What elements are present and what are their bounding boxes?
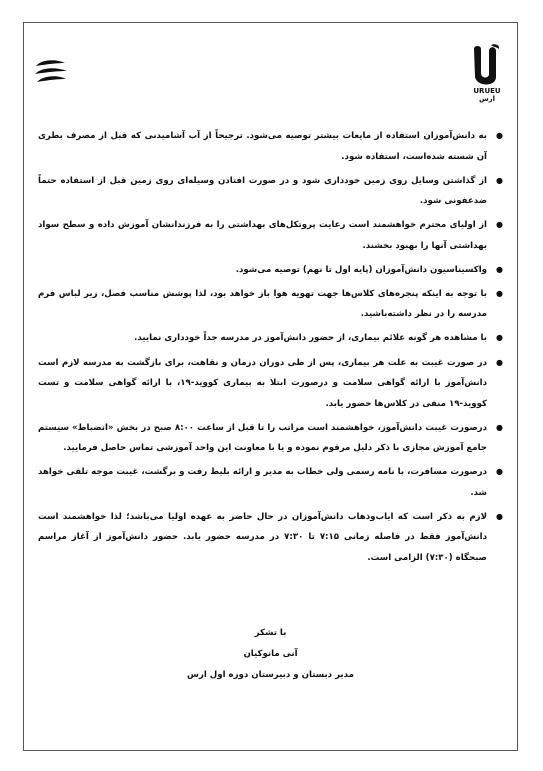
school-logo-icon xyxy=(469,43,505,103)
list-item xyxy=(38,284,503,325)
list-item-text: درصورت مسافرت، با نامه رسمی ولی خطاب به مدیر و ارائه بلیط رفت و برگشت، غیبت موجه تلقی خواهد شد. xyxy=(38,467,487,498)
bullet-icon: ● xyxy=(496,131,503,140)
bullet-icon: ● xyxy=(496,422,503,432)
list-item xyxy=(38,507,503,569)
list-item xyxy=(38,260,503,281)
list-item xyxy=(38,418,503,459)
list-item xyxy=(38,462,503,503)
list-item xyxy=(38,353,503,415)
bullet-icon: ● xyxy=(496,288,503,298)
list-item-text: از اولیای محترم خواهشمند است رعایت پروتکل‌های بهداشتی را به فرزندانشان آموزش داده و سطح سواد بهداشتی آنها را بهبود بخشند. xyxy=(38,220,487,251)
list-item-text: لازم به ذکر است که ایاب‌وذهاب دانش‌آموزان در حال حاضر به عهده اولیا می‌باشد؛ لذا خواهشمند است دانش‌آموز فقط در فاصله زمانی ۷:۱۵ تا ۷:۳۰ در مدرسه حضور یابد. حضور دانش‌آموز از آغاز مراسم صبحگاه (۷:۳۰) الزامی است. xyxy=(38,511,487,563)
logo-latin-text: URUEU xyxy=(473,87,501,95)
list-item xyxy=(38,215,503,256)
bullet-icon: ● xyxy=(496,175,503,185)
list-item-text: واکسیناسیون دانش‌آموزان (پایه اول تا نهم) توصیه می‌شود. xyxy=(235,264,487,275)
list-item-text: در صورت غیبت به علت هر بیماری، پس از طی دوران درمان و نقاهت، برای بازگشت به مدرسه لازم است دانش‌آموز با ارائه گواهی سلامت و درصورت ابتلا به بیماری کووید-۱۹، با ارائه گواهی سلامت و تست کووید-۱۹ منفی در کلاس‌ها حضور یابد. xyxy=(38,357,487,409)
bullet-icon: ● xyxy=(496,467,503,477)
list-item-text: با مشاهده هر گونه علائم بیماری، از حضور دانش‌آموز در مدرسه جداً خودداری نمایید. xyxy=(134,333,487,344)
signature-title: مدیر دبستان و دبیرستان دوره اول ارس xyxy=(187,670,354,680)
signature-name: آنی مانوکیان xyxy=(243,649,298,659)
bullet-icon: ● xyxy=(496,511,503,521)
list-item-text: به دانش‌آموزان استفاده از مایعات بیشتر توصیه می‌شود. ترجیحاً از آب آشامیدنی که قبل از مصرف بطری آن شسته شده‌است، استفاده شود. xyxy=(38,131,487,162)
brand-mark-icon xyxy=(32,57,70,87)
list-item xyxy=(38,171,503,212)
bullet-icon: ● xyxy=(496,357,503,367)
signature-thanks: با تشکر xyxy=(254,628,287,638)
signature-block xyxy=(24,623,517,686)
list-item xyxy=(38,126,503,167)
list-item-text: از گذاشتن وسایل روی زمین خودداری شود و در صورت افتادن وسیله‌ای روی زمین قبل از استفاده حتماً ضدعفونی شود. xyxy=(38,175,487,207)
list-item xyxy=(38,328,503,349)
list-item-text: درصورت غیبت دانش‌آموز، خواهشمند است مراتب را تا قبل از ساعت ۸:۰۰ صبح در بخش «انضباط» سیستم جامع آموزش مجازی با ذکر دلیل مرقوم نموده و یا با معاونت این واحد آموزشی تماس حاصل فرمایید. xyxy=(38,422,487,454)
list-item-text: با توجه به اینکه پنجره‌های کلاس‌ها جهت تهویه هوا باز خواهد بود، لذا پوشش مناسب فصل، زیر لباس فرم مدرسه را در نظر داشته‌باشید. xyxy=(38,288,487,320)
bullet-icon: ● xyxy=(496,264,503,274)
rules-list xyxy=(38,126,503,572)
bullet-icon: ● xyxy=(496,333,503,343)
bullet-icon: ● xyxy=(496,220,503,230)
logo-persian-text: ارس xyxy=(478,95,496,103)
document-page xyxy=(23,22,518,751)
